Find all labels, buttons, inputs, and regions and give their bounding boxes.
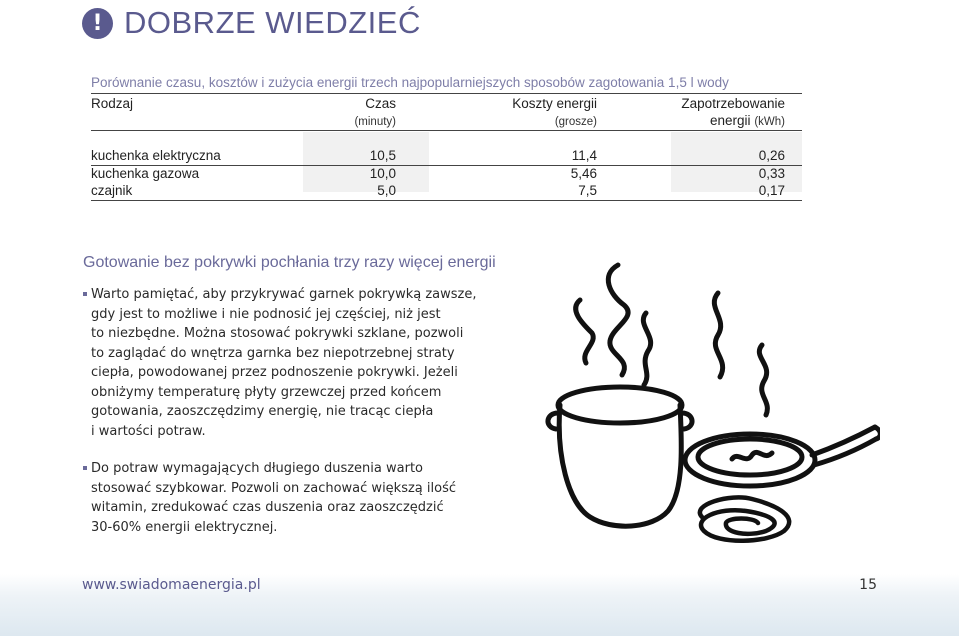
row-type: kuchenka gazowa [91,166,200,181]
steam-icon [714,293,722,377]
steam-icon [759,345,767,415]
frying-pan-icon [685,427,880,486]
text-line: to zaglądać do wnętrza garnka bez niepotrzebnej straty [91,345,455,361]
row-time: 10,0 [369,166,396,181]
row-type: kuchenka elektryczna [91,148,221,163]
header-cost: Koszty energii [512,96,597,111]
exclamation-icon: ! [82,8,113,39]
paragraph-pressure-cooker [91,459,511,537]
bullet-marker [83,292,87,296]
text-line: Warto pamiętać, aby przykrywać garnek pokrywką zawsze, [91,287,477,302]
hotplate-coil-icon [700,497,789,540]
table-rule [91,93,802,94]
comparison-table [91,92,802,201]
cooking-illustration [540,255,880,555]
header-energy-line2: energii [710,113,751,128]
row-cost: 11,4 [571,148,597,163]
text-line: to niezbędne. Można stosować pokrywki szklane, pozwoli [91,326,464,341]
header-cost-unit: (grosze) [554,116,597,128]
row-time: 5,0 [377,183,396,198]
text-line: ciepła, powodowanej przez podnoszenie pokrywki. Jeżeli [91,365,458,380]
steam-icon [576,300,594,363]
text-line: 30-60% energii elektrycznej. [91,519,278,535]
header-energy-unit-line [710,113,785,130]
text-line: witamin, zredukować czas duszenia oraz zaoszczędzić [91,500,444,515]
column-shade [303,132,429,192]
table-caption: Porównanie czasu, kosztów i zużycia energii trzech najpopularniejszych sposobów zagotowania 1,5 l wody [91,75,729,90]
row-time: 10,5 [369,148,396,163]
steam-icon [643,313,650,385]
header-energy-unit: (kWh) [754,116,785,128]
header-type: Rodzaj [91,96,134,111]
header-time-unit: (minuty) [354,116,396,128]
text-line: obniżymy temperaturę płyty grzewczej przed końcem [91,384,442,400]
row-cost: 5,46 [570,166,597,181]
text-line: stosować szybkowar. Pozwoli on zachować większą ilość [91,480,456,496]
row-cost: 7,5 [578,183,597,198]
page-number: 15 [859,577,877,593]
bullet-marker [83,466,87,470]
footer-url-link[interactable]: www.swiadomaenergia.pl [82,577,261,593]
paragraph-lid [91,285,511,441]
text-line: Do potraw wymagających długiego duszenia warto [91,461,424,476]
row-type: czajnik [91,183,133,198]
row-energy: 0,17 [758,183,785,198]
section-title: Gotowanie bez pokrywki pochłania trzy razy więcej energii [83,254,496,271]
table-rule [91,130,802,131]
pot-icon [548,387,692,526]
page-header [82,4,421,42]
steam-icon [608,265,628,375]
header-time: Czas [365,96,396,111]
page-title: DOBRZE WIEDZIEĆ [124,5,421,40]
header-energy: Zapotrzebowanie [681,96,785,111]
text-line: gdy jest to możliwe i nie podnosić jej częściej, niż jest [91,306,441,322]
row-energy: 0,33 [758,166,785,181]
text-line: i wartości potraw. [91,423,206,439]
row-energy: 0,26 [758,148,785,163]
table-rule [91,200,802,201]
text-line: gotowania, zaoszczędzimy energię, nie tracąc ciepła [91,404,434,419]
